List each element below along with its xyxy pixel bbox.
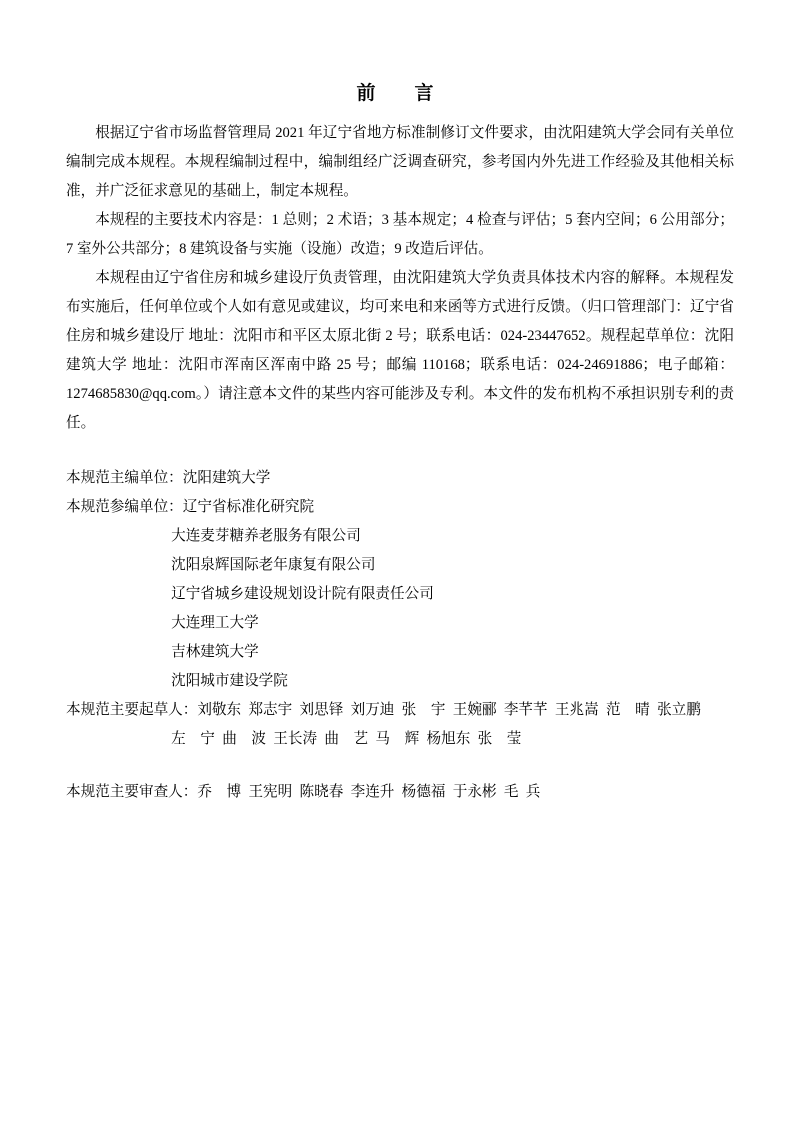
chief-editor-label: 本规范主编单位： <box>66 470 183 486</box>
page-title: 前 言 <box>356 83 444 104</box>
drafters-line-first <box>66 696 734 725</box>
reviewer-gap <box>66 754 734 778</box>
co-editor-label: 本规范参编单位： <box>66 499 183 515</box>
drafters-names-0: 刘敬东 郑志宇 刘思铎 刘万迪 张 宇 王婉郦 李芊芊 王兆嵩 范 晴 张立鹏 <box>197 702 701 718</box>
reviewers-line-first <box>66 778 734 807</box>
co-editor-line: 沈阳泉辉国际老年康复有限公司 <box>171 557 376 573</box>
co-editor-line: 辽宁省城乡建设规划设计院有限责任公司 <box>171 586 434 602</box>
reviewers-label: 本规范主要审查人： <box>66 784 198 800</box>
co-editor-line: 沈阳城市建设学院 <box>171 673 288 689</box>
reviewers-names-0: 乔 博 王宪明 陈晓春 李连升 杨德福 于永彬 毛 兵 <box>197 784 541 800</box>
section-gap <box>66 438 734 464</box>
chief-editor-value: 沈阳建筑大学 <box>182 470 271 486</box>
paragraph-2: 本规程的主要技术内容是：1 总则；2 术语；3 基本规定；4 检查与评估；5 套内空间；6 公用部分；7 室外公共部分；8 建筑设备与实施（设施）改造；9 改造后评估。 <box>66 212 734 257</box>
co-editor-value-0: 辽宁省标准化研究院 <box>182 499 315 515</box>
chief-editor-line <box>66 464 734 493</box>
co-editor-line: 吉林建筑大学 <box>171 644 259 660</box>
co-editor-line: 大连麦芽糖养老服务有限公司 <box>171 528 361 544</box>
co-editor-line: 大连理工大学 <box>171 615 259 631</box>
co-editor-line-first <box>66 493 734 522</box>
paragraph-3: 本规程由辽宁省住房和城乡建设厅负责管理，由沈阳建筑大学负责具体技术内容的解释。本规程发布实施后，任何单位或个人如有意见或建议，均可来电和来函等方式进行反馈。（归口管理部门：辽宁省住房和城乡建设厅 地址：沈阳市和平区太原北街 2 号；联系电话：024-23447652。规程起草单位：沈阳建筑大学 地址：沈阳市浑南区浑南中路 25 号；邮编 110168；联系电话：024-24691886；电子邮箱：1274685830@qq.com。）请注意本文件的某些内容可能涉及专利。本文件的发布机构不承担识别专利的责任。 <box>66 270 734 431</box>
paragraph-1: 根据辽宁省市场监督管理局 2021 年辽宁省地方标准制修订文件要求，由沈阳建筑大学会同有关单位编制完成本规程。本规程编制过程中，编制组经广泛调查研究，参考国内外先进工作经验及其他相关标准，并广泛征求意见的基础上，制定本规程。 <box>66 125 734 199</box>
drafters-line: 左 宁 曲 波 王长涛 曲 艺 马 辉 杨旭东 张 莹 <box>171 731 522 747</box>
drafters-label: 本规范主要起草人： <box>66 702 198 718</box>
